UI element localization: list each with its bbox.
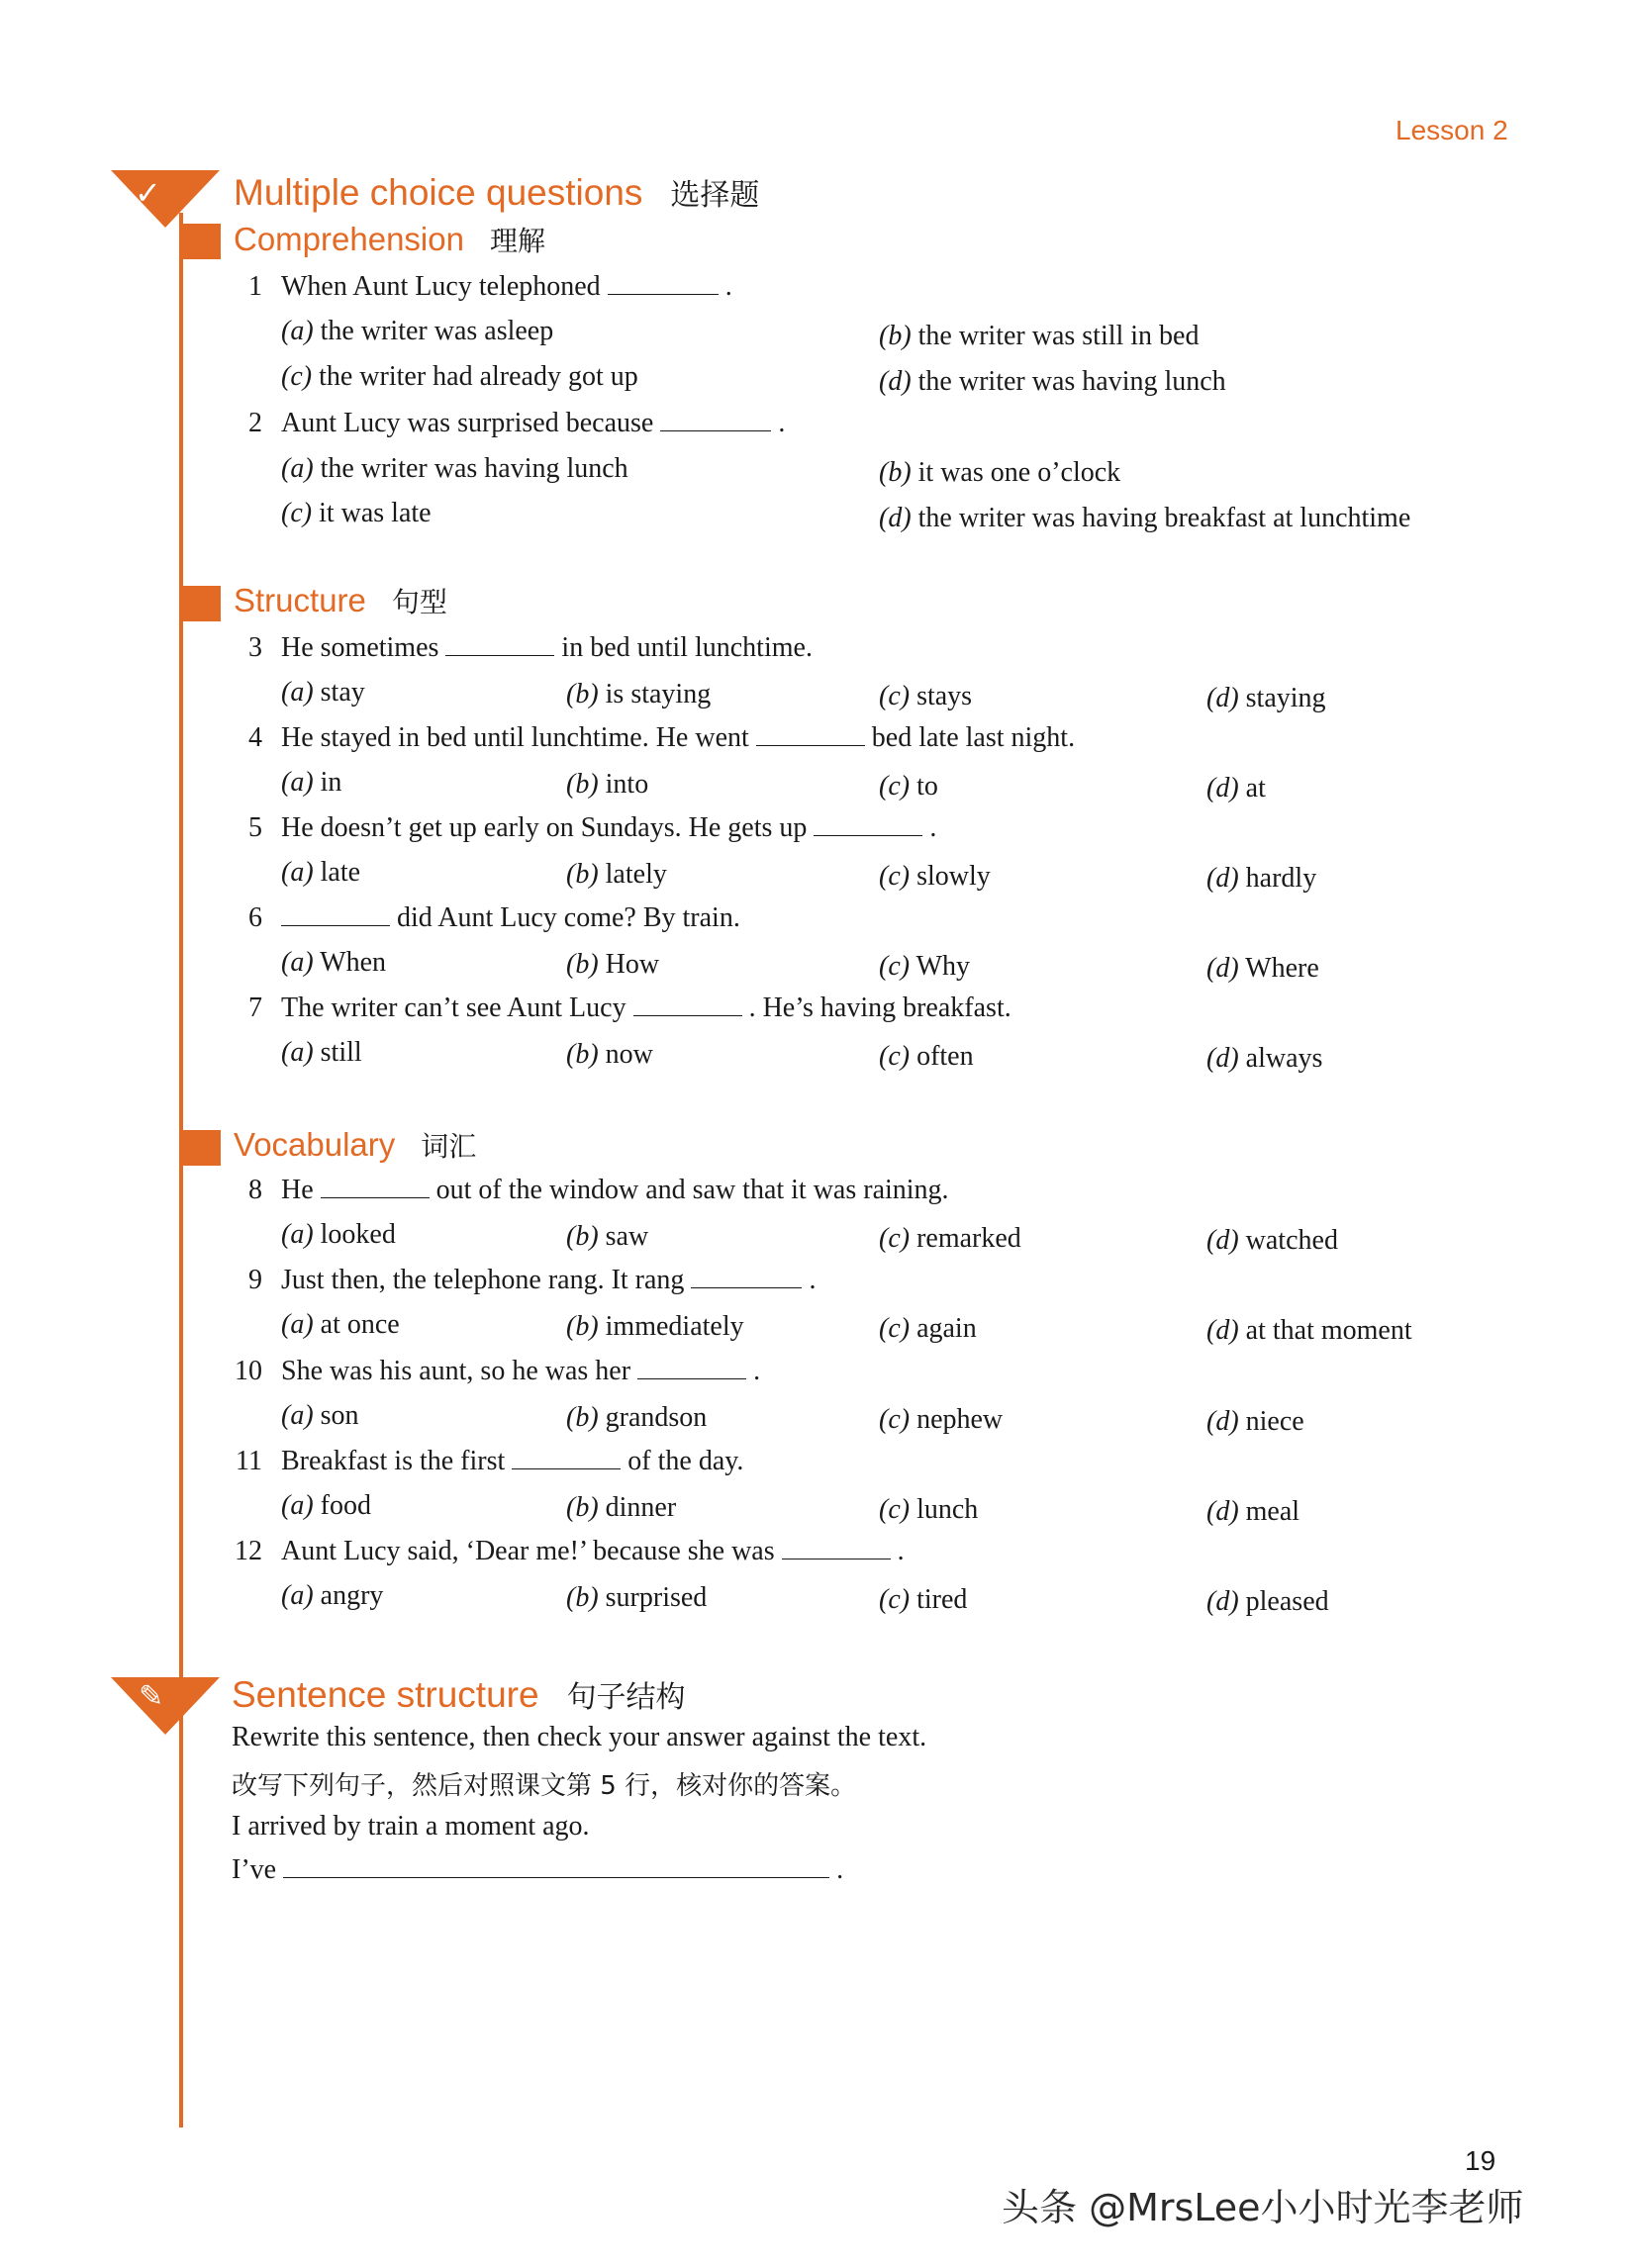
- section-title: Multiple choice questions: [234, 172, 643, 213]
- option-text: late: [320, 857, 361, 888]
- option-text: saw: [605, 1221, 649, 1252]
- answer-suffix: .: [836, 1854, 844, 1885]
- option-text: son: [320, 1400, 359, 1431]
- question-text: [281, 1356, 760, 1387]
- option-d[interactable]: [1206, 953, 1319, 985]
- question-stem-end: in bed until lunchtime.: [561, 632, 813, 663]
- option-d[interactable]: [879, 366, 1226, 398]
- option-label: (a): [281, 947, 314, 978]
- answer-input[interactable]: [283, 1855, 829, 1878]
- option-c[interactable]: [879, 771, 938, 803]
- option-text: stays: [916, 681, 973, 711]
- option-label: (c): [281, 361, 313, 392]
- option-c[interactable]: [879, 951, 970, 983]
- option-b[interactable]: [566, 1582, 707, 1614]
- question-stem-end: .: [724, 271, 732, 302]
- option-text: food: [320, 1490, 371, 1521]
- option-a[interactable]: [281, 1219, 396, 1251]
- option-c[interactable]: [879, 1041, 974, 1073]
- option-label: (a): [281, 1490, 314, 1521]
- option-label: (a): [281, 1219, 314, 1250]
- option-d[interactable]: [1206, 1315, 1412, 1347]
- option-label: (a): [281, 1037, 314, 1068]
- option-label: (a): [281, 857, 314, 888]
- subsection-title: Comprehension: [234, 221, 464, 257]
- option-label: (b): [566, 679, 599, 709]
- option-b[interactable]: [566, 949, 659, 981]
- answer-blank[interactable]: [608, 272, 719, 295]
- option-label: (b): [566, 769, 599, 800]
- option-label: (b): [566, 1402, 599, 1433]
- question-number: 7: [248, 992, 262, 1023]
- option-a[interactable]: [281, 1309, 400, 1341]
- option-text: looked: [320, 1219, 396, 1250]
- question-text: [281, 1175, 949, 1206]
- option-text: the writer was having lunch: [320, 453, 628, 484]
- question-text: [281, 271, 732, 303]
- option-a[interactable]: [281, 857, 360, 889]
- option-c[interactable]: [879, 1223, 1021, 1255]
- question-number: 12: [235, 1536, 262, 1566]
- instruction-text: Rewrite this sentence, then check your answer against the text.: [232, 1722, 927, 1752]
- answer-blank[interactable]: [637, 1357, 746, 1379]
- option-a[interactable]: [281, 767, 341, 799]
- option-text: niece: [1245, 1406, 1304, 1437]
- question-stem: He: [281, 1175, 314, 1205]
- option-text: often: [916, 1041, 974, 1072]
- option-d[interactable]: [1206, 863, 1316, 895]
- option-label: (c): [879, 1313, 911, 1344]
- question-stem: The writer can’t see Aunt Lucy: [281, 992, 626, 1023]
- option-b[interactable]: [566, 679, 711, 710]
- option-text: angry: [320, 1580, 384, 1611]
- question-stem: He stayed in bed until lunchtime. He went: [281, 722, 749, 753]
- option-label: (a): [281, 677, 314, 708]
- option-label: (d): [879, 366, 912, 397]
- option-label: (d): [1206, 863, 1239, 894]
- section-divider-line: [179, 213, 183, 2127]
- question-text: [281, 902, 740, 934]
- option-label: (a): [281, 453, 314, 484]
- option-c[interactable]: [879, 1404, 1003, 1436]
- instruction-text-cn: 改写下列句子，然后对照课文第 5 行，核对你的答案。: [232, 1771, 857, 1801]
- question-number: 5: [248, 812, 262, 843]
- option-d[interactable]: [1206, 1406, 1304, 1438]
- option-text: it was late: [319, 498, 432, 528]
- answer-blank[interactable]: [281, 903, 390, 926]
- subsection-heading-vocabulary: [234, 1125, 476, 1165]
- option-label: (b): [566, 1582, 599, 1613]
- question-text: [281, 722, 1075, 754]
- subsection-title: Vocabulary: [234, 1126, 396, 1163]
- question-stem-end: .: [778, 408, 786, 438]
- option-label: (a): [281, 1309, 314, 1340]
- question-stem: Aunt Lucy was surprised because: [281, 408, 654, 438]
- option-label: (c): [879, 1584, 911, 1615]
- question-stem: He doesn’t get up early on Sundays. He gets up: [281, 812, 808, 843]
- question-text: [281, 812, 936, 844]
- option-text: Why: [915, 951, 971, 982]
- question-text: [281, 632, 813, 664]
- option-d[interactable]: [1206, 1225, 1338, 1257]
- subsection-heading-comprehension: [234, 220, 545, 259]
- option-label: (c): [879, 1223, 911, 1254]
- option-label: (d): [1206, 1315, 1239, 1346]
- question-stem: Just then, the telephone rang. It rang: [281, 1265, 685, 1295]
- option-text: watched: [1245, 1225, 1338, 1256]
- option-text: into: [605, 769, 649, 800]
- answer-blank[interactable]: [691, 1266, 802, 1288]
- option-text: at that moment: [1245, 1315, 1412, 1346]
- option-label: (c): [879, 1494, 911, 1525]
- question-stem-end: of the day.: [627, 1446, 744, 1476]
- option-d[interactable]: [1206, 1043, 1322, 1075]
- question-stem-end: .: [897, 1536, 905, 1566]
- option-text: tired: [916, 1584, 968, 1615]
- option-label: (d): [879, 503, 912, 533]
- option-text: always: [1245, 1043, 1323, 1074]
- option-label: (c): [879, 681, 911, 711]
- option-text: immediately: [605, 1311, 744, 1342]
- option-text: is staying: [605, 679, 712, 709]
- option-c[interactable]: [281, 498, 432, 529]
- option-label: (d): [1206, 683, 1239, 713]
- option-d[interactable]: [1206, 1496, 1299, 1528]
- option-label: (d): [1206, 1225, 1239, 1256]
- question-text: [281, 992, 1011, 1024]
- option-text: the writer was having breakfast at lunchtime: [917, 503, 1411, 533]
- wrench-icon: ✎: [139, 1679, 164, 1714]
- question-text: [281, 1446, 743, 1477]
- question-number: 4: [248, 722, 262, 753]
- answer-prefix: I’ve: [232, 1854, 277, 1885]
- option-b[interactable]: [879, 321, 1199, 352]
- option-b[interactable]: [566, 1402, 707, 1434]
- option-text: surprised: [605, 1582, 708, 1613]
- question-stem-end: .: [809, 1265, 817, 1295]
- question-stem: She was his aunt, so he was her: [281, 1356, 631, 1386]
- option-text: now: [605, 1039, 653, 1070]
- option-label: (a): [281, 767, 314, 798]
- option-label: (b): [566, 1221, 599, 1252]
- subsection-marker: [181, 586, 221, 621]
- option-label: (b): [566, 949, 599, 980]
- option-a[interactable]: [281, 677, 365, 709]
- option-text: the writer was having lunch: [917, 366, 1226, 397]
- option-label: (b): [566, 1492, 599, 1523]
- question-number: 9: [248, 1265, 262, 1295]
- lesson-label: Lesson 2: [1395, 115, 1508, 145]
- option-b[interactable]: [566, 1311, 744, 1343]
- option-a[interactable]: [281, 1037, 362, 1069]
- option-label: (c): [281, 498, 313, 528]
- option-text: stay: [320, 677, 365, 708]
- option-b[interactable]: [566, 769, 648, 801]
- question-text: [281, 1265, 816, 1296]
- option-label: (d): [1206, 953, 1239, 984]
- option-b[interactable]: [879, 457, 1120, 489]
- answer-blank[interactable]: [814, 813, 922, 836]
- section-heading-mcq: [234, 170, 759, 214]
- option-text: lunch: [916, 1494, 979, 1525]
- option-a[interactable]: [281, 316, 553, 347]
- section-title-cn: 选择题: [670, 178, 760, 213]
- question-text: [281, 1536, 905, 1567]
- answer-blank[interactable]: [633, 993, 742, 1016]
- option-c[interactable]: [879, 1313, 977, 1345]
- option-text: meal: [1245, 1496, 1300, 1527]
- question-stem-end: .: [929, 812, 937, 843]
- answer-line: [232, 1854, 843, 1886]
- question-number: 3: [248, 632, 262, 663]
- option-d[interactable]: [1206, 1586, 1329, 1618]
- subsection-title-cn: 句型: [391, 586, 447, 618]
- section-title-cn: 句子结构: [566, 1680, 686, 1715]
- option-label: (a): [281, 1400, 314, 1431]
- option-d[interactable]: [879, 503, 1410, 534]
- option-text: When: [320, 947, 387, 978]
- option-d[interactable]: [1206, 683, 1326, 714]
- question-stem-end: . He’s having breakfast.: [748, 992, 1011, 1023]
- question-stem-end: did Aunt Lucy come? By train.: [397, 902, 740, 933]
- option-label: (b): [879, 321, 912, 351]
- option-b[interactable]: [566, 1492, 676, 1524]
- question-stem: Aunt Lucy said, ‘Dear me!’ because she was: [281, 1536, 775, 1566]
- option-label: (d): [1206, 773, 1239, 803]
- option-text: How: [605, 949, 660, 980]
- option-text: Where: [1245, 953, 1319, 984]
- answer-blank[interactable]: [660, 409, 771, 431]
- option-b[interactable]: [566, 859, 667, 891]
- answer-blank[interactable]: [756, 723, 865, 746]
- option-text: dinner: [605, 1492, 677, 1523]
- option-text: again: [916, 1313, 977, 1344]
- option-text: the writer was asleep: [320, 316, 554, 346]
- option-c[interactable]: [879, 1584, 967, 1616]
- question-number: 6: [248, 902, 262, 933]
- subsection-title-cn: 理解: [489, 225, 545, 257]
- answer-blank[interactable]: [782, 1537, 891, 1559]
- option-label: (c): [879, 771, 911, 802]
- option-label: (d): [1206, 1043, 1239, 1074]
- option-label: (c): [879, 1404, 911, 1435]
- example-sentence: I arrived by train a moment ago.: [232, 1811, 590, 1842]
- answer-blank[interactable]: [512, 1447, 621, 1469]
- subsection-heading-structure: [234, 581, 447, 620]
- question-stem: Breakfast is the first: [281, 1446, 506, 1476]
- question-number: 1: [248, 271, 262, 302]
- subsection-title-cn: 词汇: [421, 1130, 477, 1163]
- option-label: (c): [879, 951, 911, 982]
- question-number: 10: [235, 1356, 262, 1386]
- option-text: hardly: [1245, 863, 1317, 894]
- question-stem: When Aunt Lucy telephoned: [281, 271, 601, 302]
- option-label: (c): [879, 861, 911, 892]
- section-title: Sentence structure: [232, 1674, 539, 1715]
- question-stem: He sometimes: [281, 632, 439, 663]
- option-text: lately: [605, 859, 667, 890]
- option-text: nephew: [916, 1404, 1004, 1435]
- option-text: to: [916, 771, 938, 802]
- option-a[interactable]: [281, 1400, 359, 1432]
- option-a[interactable]: [281, 947, 386, 979]
- option-text: staying: [1245, 683, 1326, 713]
- option-label: (d): [1206, 1496, 1239, 1527]
- option-label: (b): [566, 859, 599, 890]
- answer-blank[interactable]: [321, 1176, 430, 1198]
- option-c[interactable]: [879, 681, 972, 712]
- option-label: (d): [1206, 1406, 1239, 1437]
- option-label: (b): [566, 1039, 599, 1070]
- option-text: it was one o’clock: [917, 457, 1121, 488]
- option-text: slowly: [916, 861, 991, 892]
- option-c[interactable]: [879, 1494, 978, 1526]
- option-a[interactable]: [281, 453, 628, 485]
- option-c[interactable]: [879, 861, 991, 893]
- option-text: remarked: [916, 1223, 1021, 1254]
- subsection-marker: [181, 1130, 221, 1166]
- question-text: [281, 408, 785, 439]
- question-number: 11: [236, 1446, 262, 1476]
- option-d[interactable]: [1206, 773, 1266, 804]
- option-text: at once: [320, 1309, 400, 1340]
- question-stem-end: bed late last night.: [871, 722, 1076, 753]
- option-label: (a): [281, 316, 314, 346]
- check-icon: ✓: [135, 174, 161, 212]
- option-a[interactable]: [281, 1490, 371, 1522]
- option-b[interactable]: [566, 1039, 653, 1071]
- page-number: 19: [1465, 2145, 1496, 2176]
- option-label: (b): [879, 457, 912, 488]
- question-number: 8: [248, 1175, 262, 1205]
- option-text: grandson: [605, 1402, 708, 1433]
- option-b[interactable]: [566, 1221, 648, 1253]
- subsection-marker: [181, 224, 221, 259]
- question-stem-end: .: [753, 1356, 761, 1386]
- answer-blank[interactable]: [445, 633, 554, 656]
- option-label: (b): [566, 1311, 599, 1342]
- option-label: (c): [879, 1041, 911, 1072]
- option-text: still: [320, 1037, 362, 1068]
- option-text: pleased: [1245, 1586, 1329, 1617]
- option-text: at: [1245, 773, 1266, 803]
- watermark-text: 头条 @MrsLee小小时光李老师: [1002, 2186, 1524, 2229]
- option-text: the writer was still in bed: [917, 321, 1200, 351]
- section-triangle: [111, 170, 220, 228]
- option-c[interactable]: [281, 361, 638, 393]
- subsection-title: Structure: [234, 582, 366, 618]
- section-heading-sentence: [232, 1672, 686, 1716]
- option-text: in: [320, 767, 342, 798]
- question-number: 2: [248, 408, 262, 438]
- option-text: the writer had already got up: [319, 361, 638, 392]
- question-stem-end: out of the window and saw that it was raining.: [435, 1175, 949, 1205]
- option-label: (a): [281, 1580, 314, 1611]
- option-a[interactable]: [281, 1580, 383, 1612]
- option-label: (d): [1206, 1586, 1239, 1617]
- section-triangle: [111, 1677, 220, 1735]
